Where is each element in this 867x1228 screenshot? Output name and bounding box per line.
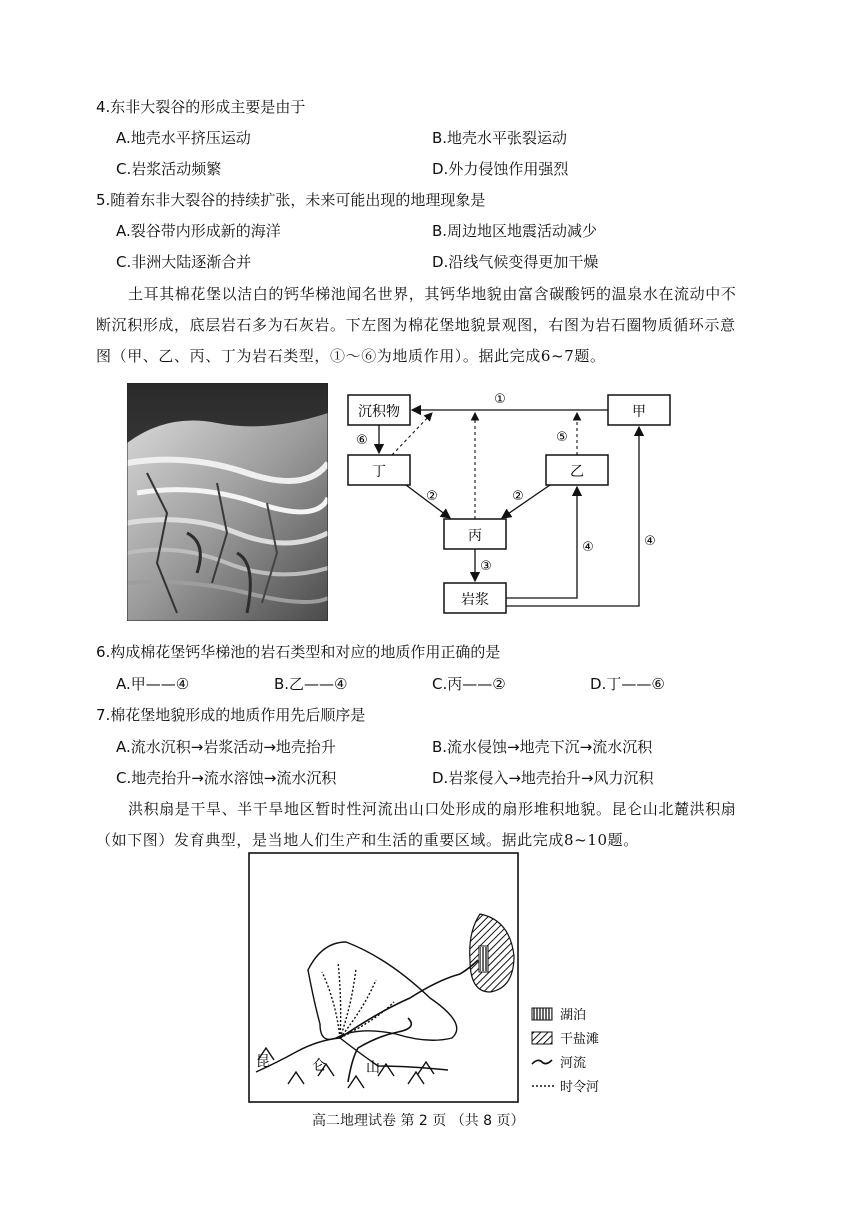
num-2b: ②: [512, 489, 524, 504]
arrow-2b: [502, 485, 550, 518]
map-legend: [530, 1000, 640, 1100]
legend-river-label: 河流: [560, 1056, 587, 1071]
legend-river-swatch: [532, 1060, 552, 1064]
alluvial-fan-map: [248, 852, 520, 1104]
q4-option-b: B.地壳水平张裂运动: [432, 129, 568, 147]
legend-salt-label: 干盐滩: [560, 1032, 600, 1047]
arrow-4b: [506, 427, 639, 606]
passage1-line1: 土耳其棉花堡以洁白的钙华梯池闻名世界，其钙华地貌由富含碳酸钙的温泉水在流动中不: [128, 285, 737, 303]
num-5: ⑤: [556, 430, 568, 445]
q5-option-a: A.裂谷带内形成新的海洋: [116, 222, 281, 240]
num-6: ⑥: [356, 433, 368, 448]
label-bing: 丙: [468, 528, 482, 544]
q4-stem: 4.东非大裂谷的形成主要是由于: [96, 98, 306, 116]
num-4b: ④: [644, 534, 656, 549]
q5-stem: 5.随着东非大裂谷的持续扩张，未来可能出现的地理现象是: [96, 191, 486, 209]
q4-option-a: A.地壳水平挤压运动: [116, 129, 251, 147]
q6-option-b: B.乙——④: [274, 675, 348, 693]
q7-option-d: D.岩浆侵入→地壳抬升→风力沉积: [432, 769, 654, 787]
label-jia: 甲: [632, 404, 646, 420]
num-1: ①: [494, 392, 506, 407]
num-4a: ④: [582, 540, 594, 555]
q5-option-d: D.沿线气候变得更加干燥: [432, 253, 599, 271]
lake: [480, 947, 488, 971]
q7-option-c: C.地壳抬升→流水溶蚀→流水沉积: [116, 769, 337, 787]
label-magma: 岩浆: [461, 592, 489, 608]
q7-stem: 7.棉花堡地貌形成的地质作用先后顺序是: [96, 706, 366, 724]
q4-option-d: D.外力侵蚀作用强烈: [432, 160, 569, 178]
passage2-line2: （如下图）发育典型，是当地人们生产和生活的重要区域。据此完成8~10题。: [96, 831, 639, 849]
q6-option-c: C.丙——②: [432, 675, 506, 693]
q5-option-c: C.非洲大陆逐渐合并: [116, 253, 252, 271]
map-label-lun: 仑: [312, 1058, 326, 1074]
q5-option-b: B.周边地区地震活动减少: [432, 222, 598, 240]
legend-seasonal-label: 时令河: [560, 1080, 600, 1095]
q7-option-a: A.流水沉积→岩浆活动→地壳抬升: [116, 738, 336, 756]
rock-cycle-diagram: [340, 385, 680, 620]
map-label-kun: 昆: [256, 1054, 270, 1070]
page-footer: 高二地理试卷 第 2 页 （共 8 页）: [312, 1113, 525, 1129]
num-2a: ②: [426, 489, 438, 504]
passage1-line2: 断沉积形成，底层岩石多为石灰岩。下左图为棉花堡地貌景观图，右图为岩石圈物质循环示意: [96, 316, 736, 334]
label-sediment: 沉积物: [358, 404, 400, 420]
legend-salt-swatch: [532, 1032, 552, 1044]
passage1-line3: 图（甲、乙、丙、丁为岩石类型，①～⑥为地质作用）。据此完成6~7题。: [96, 347, 606, 365]
landscape-photo: [127, 383, 328, 621]
q7-option-b: B.流水侵蚀→地壳下沉→流水沉积: [432, 738, 653, 756]
passage2-line1: 洪积扇是干旱、半干旱地区暂时性河流出山口处形成的扇形堆积地貌。昆仑山北麓洪积扇: [128, 800, 737, 818]
legend-lake-label: 湖泊: [560, 1008, 587, 1023]
map-label-shan: 山: [366, 1060, 380, 1076]
label-ding: 丁: [372, 464, 386, 480]
q4-option-c: C.岩浆活动频繁: [116, 160, 222, 178]
num-3: ③: [480, 559, 492, 574]
q6-option-a: A.甲——④: [116, 675, 190, 693]
label-yi: 乙: [570, 464, 584, 480]
q6-stem: 6.构成棉花堡钙华梯池的岩石类型和对应的地质作用正确的是: [96, 643, 501, 661]
q6-option-d: D.丁——⑥: [590, 675, 665, 693]
legend-lake-swatch: [532, 1008, 552, 1020]
